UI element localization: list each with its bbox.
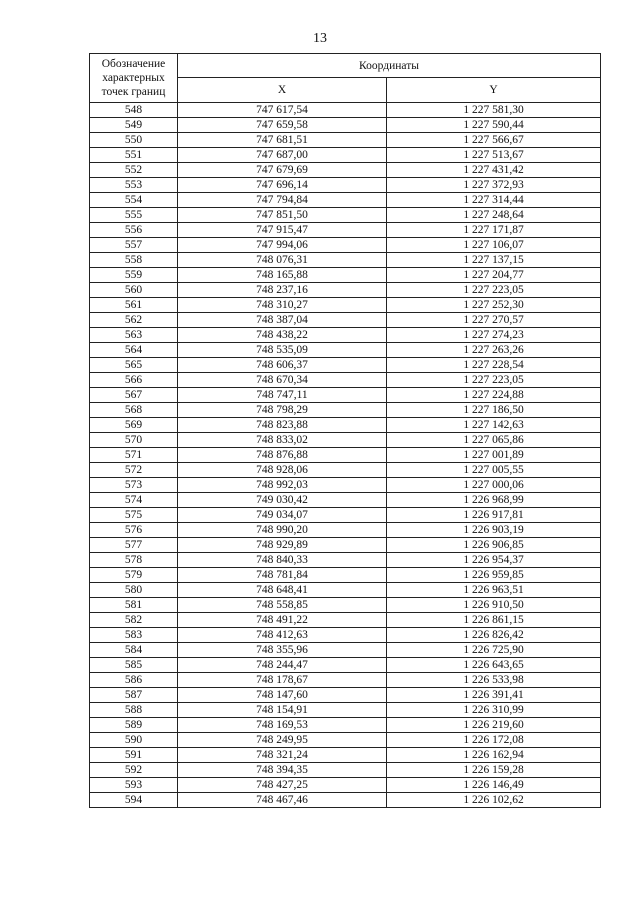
point-number-cell: 569 [90, 418, 178, 433]
table-row [90, 208, 601, 223]
table-row [90, 148, 601, 163]
point-number-cell: 591 [90, 748, 178, 763]
table-row [90, 253, 601, 268]
table-row [90, 163, 601, 178]
header-point-label: Обозначение характерных точек границ [90, 54, 178, 103]
x-coordinate-cell: 748 840,33 [178, 553, 387, 568]
y-coordinate-cell: 1 226 172,08 [387, 733, 601, 748]
x-coordinate-cell: 748 165,88 [178, 268, 387, 283]
point-number-cell: 557 [90, 238, 178, 253]
y-coordinate-cell: 1 227 001,89 [387, 448, 601, 463]
point-number-cell: 550 [90, 133, 178, 148]
y-coordinate-cell: 1 227 270,57 [387, 313, 601, 328]
table-row [90, 508, 601, 523]
table-row [90, 103, 601, 118]
y-coordinate-cell: 1 227 581,30 [387, 103, 601, 118]
table-row [90, 283, 601, 298]
point-number-cell: 580 [90, 583, 178, 598]
x-coordinate-cell: 748 169,53 [178, 718, 387, 733]
y-coordinate-cell: 1 227 372,93 [387, 178, 601, 193]
y-coordinate-cell: 1 227 000,06 [387, 478, 601, 493]
y-coordinate-cell: 1 227 431,42 [387, 163, 601, 178]
table-row [90, 268, 601, 283]
x-coordinate-cell: 748 606,37 [178, 358, 387, 373]
x-coordinate-cell: 748 355,96 [178, 643, 387, 658]
point-number-cell: 558 [90, 253, 178, 268]
x-coordinate-cell: 748 928,06 [178, 463, 387, 478]
point-number-cell: 576 [90, 523, 178, 538]
x-coordinate-cell: 748 154,91 [178, 703, 387, 718]
x-coordinate-cell: 748 147,60 [178, 688, 387, 703]
y-coordinate-cell: 1 226 917,81 [387, 508, 601, 523]
point-number-cell: 593 [90, 778, 178, 793]
y-coordinate-cell: 1 226 968,99 [387, 493, 601, 508]
table-row [90, 718, 601, 733]
table-row [90, 358, 601, 373]
y-coordinate-cell: 1 227 065,86 [387, 433, 601, 448]
table-row [90, 763, 601, 778]
x-coordinate-cell: 748 876,88 [178, 448, 387, 463]
y-coordinate-cell: 1 227 513,67 [387, 148, 601, 163]
y-coordinate-cell: 1 227 590,44 [387, 118, 601, 133]
y-coordinate-cell: 1 226 162,94 [387, 748, 601, 763]
x-coordinate-cell: 749 034,07 [178, 508, 387, 523]
y-coordinate-cell: 1 227 252,30 [387, 298, 601, 313]
table-row [90, 583, 601, 598]
table-row [90, 388, 601, 403]
point-number-cell: 559 [90, 268, 178, 283]
table-row [90, 418, 601, 433]
x-coordinate-cell: 748 427,25 [178, 778, 387, 793]
table-row [90, 598, 601, 613]
point-number-cell: 572 [90, 463, 178, 478]
y-coordinate-cell: 1 227 204,77 [387, 268, 601, 283]
x-coordinate-cell: 748 648,41 [178, 583, 387, 598]
table-row [90, 628, 601, 643]
x-coordinate-cell: 747 659,58 [178, 118, 387, 133]
header-row-group [90, 54, 601, 78]
point-number-cell: 556 [90, 223, 178, 238]
y-coordinate-cell: 1 227 142,63 [387, 418, 601, 433]
y-coordinate-cell: 1 226 861,15 [387, 613, 601, 628]
y-coordinate-cell: 1 226 725,90 [387, 643, 601, 658]
table-row [90, 238, 601, 253]
point-number-cell: 592 [90, 763, 178, 778]
table-row [90, 463, 601, 478]
point-number-cell: 581 [90, 598, 178, 613]
x-coordinate-cell: 748 833,02 [178, 433, 387, 448]
x-coordinate-cell: 748 412,63 [178, 628, 387, 643]
x-coordinate-cell: 748 929,89 [178, 538, 387, 553]
y-coordinate-cell: 1 227 224,88 [387, 388, 601, 403]
x-coordinate-cell: 748 387,04 [178, 313, 387, 328]
y-coordinate-cell: 1 227 106,07 [387, 238, 601, 253]
x-coordinate-cell: 748 798,29 [178, 403, 387, 418]
point-number-cell: 588 [90, 703, 178, 718]
point-number-cell: 563 [90, 328, 178, 343]
table-row [90, 178, 601, 193]
table-header [90, 54, 601, 103]
table-row [90, 373, 601, 388]
point-number-cell: 560 [90, 283, 178, 298]
y-coordinate-cell: 1 226 906,85 [387, 538, 601, 553]
point-number-cell: 589 [90, 718, 178, 733]
table-row [90, 643, 601, 658]
x-coordinate-cell: 747 794,84 [178, 193, 387, 208]
table-row [90, 478, 601, 493]
point-number-cell: 583 [90, 628, 178, 643]
point-number-cell: 574 [90, 493, 178, 508]
x-coordinate-cell: 748 438,22 [178, 328, 387, 343]
y-coordinate-cell: 1 226 159,28 [387, 763, 601, 778]
y-coordinate-cell: 1 226 146,49 [387, 778, 601, 793]
point-number-cell: 549 [90, 118, 178, 133]
table-row [90, 493, 601, 508]
table-row [90, 568, 601, 583]
y-coordinate-cell: 1 226 963,51 [387, 583, 601, 598]
y-coordinate-cell: 1 226 533,98 [387, 673, 601, 688]
table-row [90, 688, 601, 703]
header-y: Y [387, 78, 601, 103]
table-row [90, 778, 601, 793]
table-row [90, 673, 601, 688]
point-number-cell: 573 [90, 478, 178, 493]
x-coordinate-cell: 748 823,88 [178, 418, 387, 433]
x-coordinate-cell: 747 687,00 [178, 148, 387, 163]
x-coordinate-cell: 748 491,22 [178, 613, 387, 628]
point-number-cell: 575 [90, 508, 178, 523]
table-row [90, 133, 601, 148]
x-coordinate-cell: 748 310,27 [178, 298, 387, 313]
point-number-cell: 564 [90, 343, 178, 358]
y-coordinate-cell: 1 227 263,26 [387, 343, 601, 358]
point-number-cell: 578 [90, 553, 178, 568]
y-coordinate-cell: 1 226 903,19 [387, 523, 601, 538]
table-row [90, 553, 601, 568]
y-coordinate-cell: 1 226 219,60 [387, 718, 601, 733]
x-coordinate-cell: 748 992,03 [178, 478, 387, 493]
point-number-cell: 565 [90, 358, 178, 373]
table-row [90, 298, 601, 313]
point-number-cell: 548 [90, 103, 178, 118]
table-row [90, 343, 601, 358]
point-number-cell: 561 [90, 298, 178, 313]
x-coordinate-cell: 747 994,06 [178, 238, 387, 253]
table-row [90, 118, 601, 133]
y-coordinate-cell: 1 226 391,41 [387, 688, 601, 703]
header-coordinates: Координаты [178, 54, 601, 78]
point-number-cell: 552 [90, 163, 178, 178]
y-coordinate-cell: 1 227 005,55 [387, 463, 601, 478]
y-coordinate-cell: 1 227 171,87 [387, 223, 601, 238]
table-row [90, 703, 601, 718]
x-coordinate-cell: 748 076,31 [178, 253, 387, 268]
x-coordinate-cell: 748 394,35 [178, 763, 387, 778]
x-coordinate-cell: 747 681,51 [178, 133, 387, 148]
point-number-cell: 594 [90, 793, 178, 808]
x-coordinate-cell: 748 558,85 [178, 598, 387, 613]
y-coordinate-cell: 1 227 186,50 [387, 403, 601, 418]
coordinates-table [89, 53, 601, 808]
point-number-cell: 571 [90, 448, 178, 463]
point-number-cell: 590 [90, 733, 178, 748]
table-row [90, 658, 601, 673]
x-coordinate-cell: 748 244,47 [178, 658, 387, 673]
table-row [90, 193, 601, 208]
x-coordinate-cell: 747 679,69 [178, 163, 387, 178]
table-row [90, 613, 601, 628]
y-coordinate-cell: 1 227 223,05 [387, 373, 601, 388]
y-coordinate-cell: 1 227 274,23 [387, 328, 601, 343]
x-coordinate-cell: 748 178,67 [178, 673, 387, 688]
point-number-cell: 566 [90, 373, 178, 388]
x-coordinate-cell: 748 781,84 [178, 568, 387, 583]
x-coordinate-cell: 747 915,47 [178, 223, 387, 238]
point-number-cell: 554 [90, 193, 178, 208]
table-row [90, 433, 601, 448]
table-row [90, 448, 601, 463]
y-coordinate-cell: 1 226 643,65 [387, 658, 601, 673]
y-coordinate-cell: 1 227 223,05 [387, 283, 601, 298]
y-coordinate-cell: 1 227 314,44 [387, 193, 601, 208]
y-coordinate-cell: 1 227 248,64 [387, 208, 601, 223]
y-coordinate-cell: 1 226 954,37 [387, 553, 601, 568]
point-number-cell: 586 [90, 673, 178, 688]
point-number-cell: 585 [90, 658, 178, 673]
table-row [90, 328, 601, 343]
table-body [90, 103, 601, 808]
x-coordinate-cell: 748 237,16 [178, 283, 387, 298]
point-number-cell: 568 [90, 403, 178, 418]
page-number: 13 [313, 31, 327, 46]
y-coordinate-cell: 1 226 102,62 [387, 793, 601, 808]
y-coordinate-cell: 1 227 566,67 [387, 133, 601, 148]
table-row [90, 733, 601, 748]
header-x: X [178, 78, 387, 103]
point-number-cell: 577 [90, 538, 178, 553]
x-coordinate-cell: 749 030,42 [178, 493, 387, 508]
x-coordinate-cell: 747 851,50 [178, 208, 387, 223]
point-number-cell: 551 [90, 148, 178, 163]
point-number-cell: 587 [90, 688, 178, 703]
point-number-cell: 570 [90, 433, 178, 448]
x-coordinate-cell: 747 617,54 [178, 103, 387, 118]
x-coordinate-cell: 748 670,34 [178, 373, 387, 388]
y-coordinate-cell: 1 226 910,50 [387, 598, 601, 613]
x-coordinate-cell: 748 321,24 [178, 748, 387, 763]
x-coordinate-cell: 748 990,20 [178, 523, 387, 538]
point-number-cell: 562 [90, 313, 178, 328]
x-coordinate-cell: 748 467,46 [178, 793, 387, 808]
x-coordinate-cell: 748 249,95 [178, 733, 387, 748]
point-number-cell: 555 [90, 208, 178, 223]
x-coordinate-cell: 747 696,14 [178, 178, 387, 193]
y-coordinate-cell: 1 226 310,99 [387, 703, 601, 718]
y-coordinate-cell: 1 226 959,85 [387, 568, 601, 583]
table-row [90, 313, 601, 328]
y-coordinate-cell: 1 226 826,42 [387, 628, 601, 643]
table-row [90, 403, 601, 418]
y-coordinate-cell: 1 227 137,15 [387, 253, 601, 268]
point-number-cell: 567 [90, 388, 178, 403]
point-number-cell: 584 [90, 643, 178, 658]
y-coordinate-cell: 1 227 228,54 [387, 358, 601, 373]
table-row [90, 223, 601, 238]
point-number-cell: 579 [90, 568, 178, 583]
table-row [90, 793, 601, 808]
table-row [90, 538, 601, 553]
point-number-cell: 553 [90, 178, 178, 193]
table-row [90, 523, 601, 538]
x-coordinate-cell: 748 535,09 [178, 343, 387, 358]
x-coordinate-cell: 748 747,11 [178, 388, 387, 403]
table-row [90, 748, 601, 763]
point-number-cell: 582 [90, 613, 178, 628]
